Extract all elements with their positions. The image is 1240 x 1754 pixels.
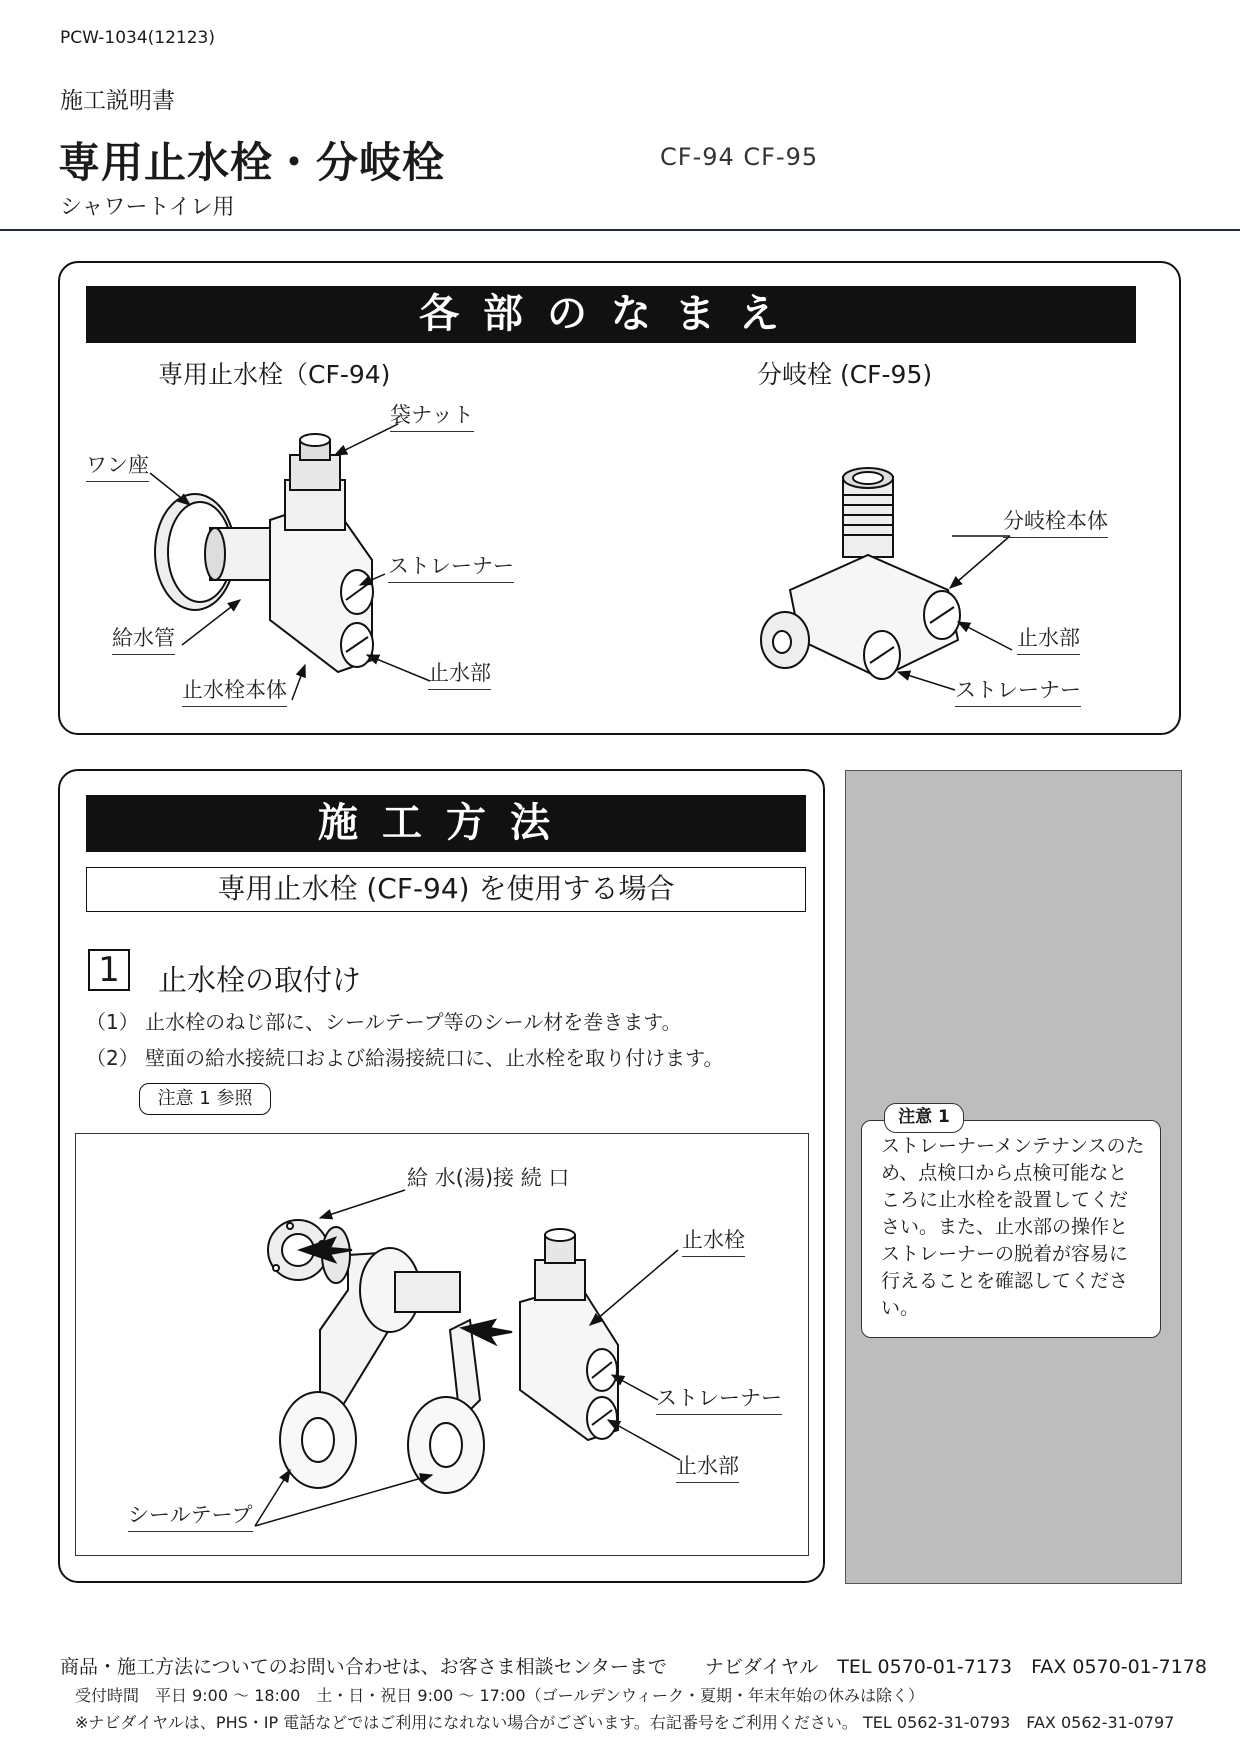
model-numbers: CF-94 CF-95 [660, 143, 819, 171]
cf95-illustration [761, 468, 960, 679]
parts-heading: 各部のなまえ [86, 286, 1136, 343]
label-washer: ワン座 [86, 449, 149, 482]
label-valve-body: 止水栓本体 [182, 674, 287, 707]
footer-alt-contact: ※ナビダイヤルは、PHS・IP 電話などではご利用になれない場合がございます。右記番号をご利用ください。 TEL 0562-31-0793 FAX 0562-31-0797 [75, 1713, 1175, 1732]
case-title: 専用止水栓 (CF-94) を使用する場合 [86, 867, 806, 912]
footer-hours: 受付時間 平日 9:00 ～ 18:00 土・日・祝日 9:00 ～ 17:00（ゴールデンウィーク・夏期・年末年始の休みは除く） [75, 1686, 924, 1705]
label-strainer-cf94: ストレーナー [388, 550, 514, 583]
footer-contact: 商品・施工方法についてのお問い合わせは、お客さま相談センターまで ナビダイヤル TEL 0570-01-7173 FAX 0570-01-7178 [60, 1656, 1207, 1678]
page-title: 専用止水栓・分岐栓 [58, 138, 446, 187]
cf94-illustration [155, 434, 373, 672]
label-cap-nut: 袋ナット [390, 399, 474, 432]
step-title: 止水栓の取付け [158, 963, 362, 997]
step-line-1: （1） 止水栓のねじ部に、シールテープ等のシール材を巻きます。 [86, 1010, 682, 1034]
label-connection-port: 給 水(湯)接 続 口 [407, 1166, 570, 1190]
label-stop-valve: 止水栓 [682, 1224, 745, 1257]
cf94-title: 専用止水栓（CF-94) [158, 360, 391, 389]
label-supply-pipe: 給水管 [112, 622, 175, 655]
label-strainer-cf95: ストレーナー [955, 674, 1081, 707]
step-number: 1 [88, 949, 130, 991]
cf95-title: 分岐栓 (CF-95) [757, 360, 933, 389]
document-code: PCW-1034(12123) [60, 28, 215, 48]
note-reference: 注意 1 参照 [139, 1083, 271, 1115]
label-stop-cf95: 止水部 [1017, 622, 1080, 655]
label-branch-body: 分岐栓本体 [1003, 505, 1108, 538]
step-line-2: （2） 壁面の給水接続口および給湯接続口に、止水栓を取り付けます。 [86, 1046, 724, 1070]
install-heading: 施工方法 [86, 795, 806, 852]
label-stop-cf94: 止水部 [428, 657, 491, 690]
caution-tag: 注意 1 [884, 1103, 964, 1133]
caution-note: ストレーナーメンテナンスのため、点検口から点検可能なところに止水栓を設置してください。また、止水部の操作とストレーナーの脱着が容易に行えることを確認してください。 [861, 1120, 1161, 1338]
label-strainer-install: ストレーナー [656, 1382, 782, 1415]
page-subtitle: シャワートイレ用 [60, 195, 235, 220]
label-seal-tape: シールテープ [128, 1499, 253, 1532]
label-stop-install: 止水部 [676, 1450, 739, 1483]
install-figure-frame [75, 1133, 809, 1556]
document-type: 施工説明書 [60, 88, 175, 114]
